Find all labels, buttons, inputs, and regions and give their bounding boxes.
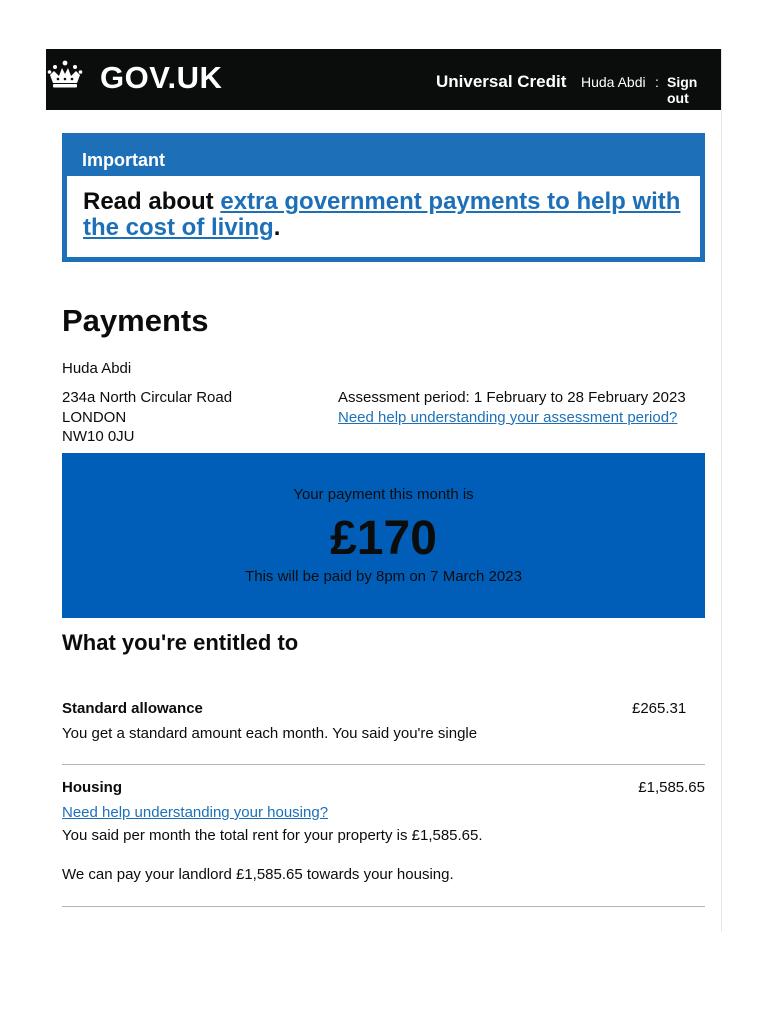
standard-allowance-title: Standard allowance [62,700,203,717]
banner-text-after: . [273,214,281,241]
payment-panel [62,453,705,618]
standard-allowance-description: You get a standard amount each month. You said you're single [62,725,478,742]
header-user-name: Huda Abdi [581,74,646,90]
standard-allowance-amount: £265.31 [632,700,687,717]
page-title: Payments [62,303,209,338]
address-line-3: NW10 0JU [62,428,135,445]
housing-help-link[interactable]: Need help understanding your housing? [62,804,329,821]
housing-row [62,779,705,889]
govuk-header [46,49,721,110]
entitlements-heading: What you're entitled to [62,630,299,655]
housing-title: Housing [62,779,122,796]
payment-date: This will be paid by 8pm on 7 March 2023 [245,568,522,585]
govuk-logotype[interactable]: GOV.UK [100,60,223,95]
housing-landlord-text: We can pay your landlord £1,585.65 towards your housing. [62,866,454,883]
cost-of-living-link[interactable]: extra government payments to help with the cost of living [83,188,681,241]
assessment-help-link[interactable]: Need help understanding your assessment period? [338,408,678,426]
assessment-period-block [338,388,686,427]
crown-icon [47,59,83,89]
banner-text-before: Read about [83,188,221,215]
payment-amount: £170 [330,512,437,565]
sign-out-link[interactable]: Sign out [667,74,698,106]
address-line-1: 234a North Circular Road [62,389,233,406]
housing-rent-text: You said per month the total rent for your property is £1,585.65. [62,827,483,844]
banner-content [67,176,700,257]
service-name[interactable]: Universal Credit [436,72,567,91]
housing-amount: £1,585.65 [638,779,705,796]
payment-label: Your payment this month is [293,486,474,503]
banner-title: Important [82,150,165,170]
banner-text [83,189,685,241]
header-separator: : [655,74,659,90]
claimant-name: Huda Abdi [62,360,132,377]
address-line-2: LONDON [62,408,127,426]
standard-allowance-row [62,700,705,760]
important-banner [62,133,705,262]
divider [62,764,705,765]
divider [62,906,705,907]
claimant-address [62,388,232,447]
assessment-period: Assessment period: 1 February to 28 February 2023 [338,389,686,406]
